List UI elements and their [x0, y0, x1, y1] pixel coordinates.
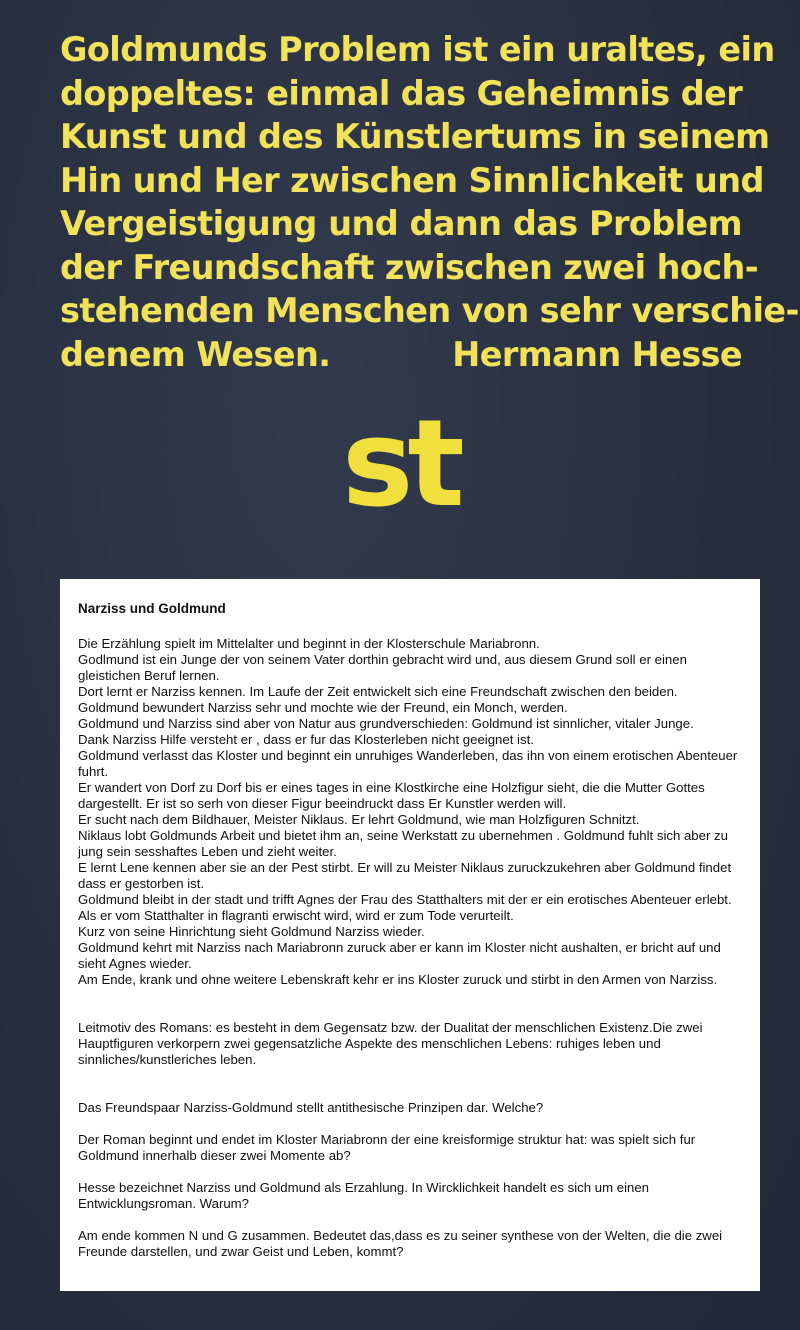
quote-line: Kunst und des Künstlertums in seinem — [60, 117, 770, 156]
spacer — [78, 1116, 746, 1132]
summary-line: E lernt Lene kennen aber sie an der Pest stirbt. Er will zu Meister Niklaus zuruckzukehren aber Goldmund findet dass er gestorben ist. — [78, 860, 732, 891]
question: Hesse bezeichnet Narziss und Goldmund als Erzahlung. In Wircklichkeit handelt es sich um einen Entwicklungsroman. Warum? — [78, 1180, 650, 1211]
publisher-logo: st — [342, 395, 459, 534]
summary-line: Niklaus lobt Goldmunds Arbeit und bietet ihm an, seine Werkstatt zu ubernehmen . Goldmund fuhlt sich aber zu jung sein sesshaftes Leben und zieht weiter. — [78, 828, 728, 859]
cover-quote — [60, 28, 799, 376]
summary-line: Die Erzählung spielt im Mittelalter und beginnt in der Klosterschule Mariabronn. — [78, 636, 540, 651]
spacer — [78, 1164, 746, 1180]
quote-last-line — [60, 333, 742, 377]
summary-line: Dank Narziss Hilfe versteht er , dass er fur das Klosterleben nicht geeignet ist. — [78, 732, 534, 747]
summary-line: Goldmund bewundert Narziss sehr und mochte wie der Freund, ein Monch, werden. — [78, 700, 568, 715]
summary-line: Er sucht nach dem Bildhauer, Meister Niklaus. Er lehrt Goldmund, wie man Holzfiguren Schnitzt. — [78, 812, 640, 827]
question: Am ende kommen N und G zusammen. Bedeutet das,dass es zu seiner synthese von der Welten, die die zwei Freunde darstellen, und zwar Geist und Leben, kommt? — [78, 1228, 723, 1259]
summary-line: Goldmund kehrt mit Narziss nach Mariabronn zuruck aber er kann im Kloster nicht aushalten, er bricht auf und sieht Agnes wieder. — [78, 940, 721, 971]
quote-line: doppeltes: einmal das Geheimnis der — [60, 73, 743, 113]
document-title: Narziss und Goldmund — [78, 601, 226, 616]
spacer — [78, 1212, 746, 1228]
summary-line: Goldmund verlasst das Kloster und beginnt ein unruhiges Wanderleben, das ihn von einem erotischen Abenteuer fuhrt. — [78, 748, 738, 779]
spacer — [78, 988, 746, 1020]
quote-line: Vergeistigung und dann das Problem — [60, 204, 742, 243]
quote-line: stehenden Menschen von sehr verschie- — [60, 291, 799, 330]
summary-line: Am Ende, krank und ohne weitere Lebenskraft kehr er ins Kloster zuruck und stirbt in den Armen von Narziss. — [78, 972, 718, 987]
leitmotiv-paragraph: Leitmotiv des Romans: es besteht in dem Gegensatz bzw. der Dualitat der menschlichen Existenz.Die zwei Hauptfiguren verkorpern zwei gegensatzliche Aspekte des menschlichen Lebens: ruhiges leben und sinnliches/kunstleriches leben. — [78, 1020, 703, 1067]
quote-line: Goldmunds Problem ist ein uraltes, ein — [60, 30, 775, 69]
quote-line: der Freundschaft zwischen zwei hoch- — [60, 247, 759, 287]
summary-line: Er wandert von Dorf zu Dorf bis er eines tages in eine Klostkirche eine Holzfigur sieht, die die Mutter Gottes dargestellt. Er ist so serh von dieser Figur beeindruckt dass Er Kunstler werden will. — [78, 780, 705, 811]
summary-line: Dort lernt er Narziss kennen. Im Laufe der Zeit entwickelt sich eine Freundschaft zwischen den beiden. — [78, 684, 678, 699]
summary-line: Goldmund bleibt in der stadt und trifft Agnes der Frau des Statthalters mit der er ein erotisches Abenteuer erlebt. Als er vom Statthalter in flagranti erwischt wird, wird er zum Tode verurteilt. — [78, 892, 732, 923]
question: Das Freundspaar Narziss-Goldmund stellt antithesische Prinzipen dar. Welche? — [78, 1100, 544, 1115]
quote-line-end: denem Wesen. — [60, 334, 331, 374]
quote-author: Hermann Hesse — [452, 334, 742, 374]
summary-line: Godlmund ist ein Junge der von seinem Vater dorthin gebracht wird und, aus diesem Grund soll er einen gleistichen Beruf lernen. — [78, 652, 687, 683]
quote-line: Hin und Her zwischen Sinnlichkeit und — [60, 160, 764, 200]
spacer — [78, 1068, 746, 1100]
pasted-summary-sheet — [60, 579, 760, 1291]
summary-line: Goldmund und Narziss sind aber von Natur aus grundverschieden: Goldmund ist sinnlicher, vitaler Junge. — [78, 716, 694, 731]
question: Der Roman beginnt und endet im Kloster Mariabronn der eine kreisformige struktur hat: was spielt sich fur Goldmund innerhalb dieser zwei Momente ab? — [78, 1132, 696, 1163]
summary-line: Kurz von seine Hinrichtung sieht Goldmund Narziss wieder. — [78, 924, 425, 939]
